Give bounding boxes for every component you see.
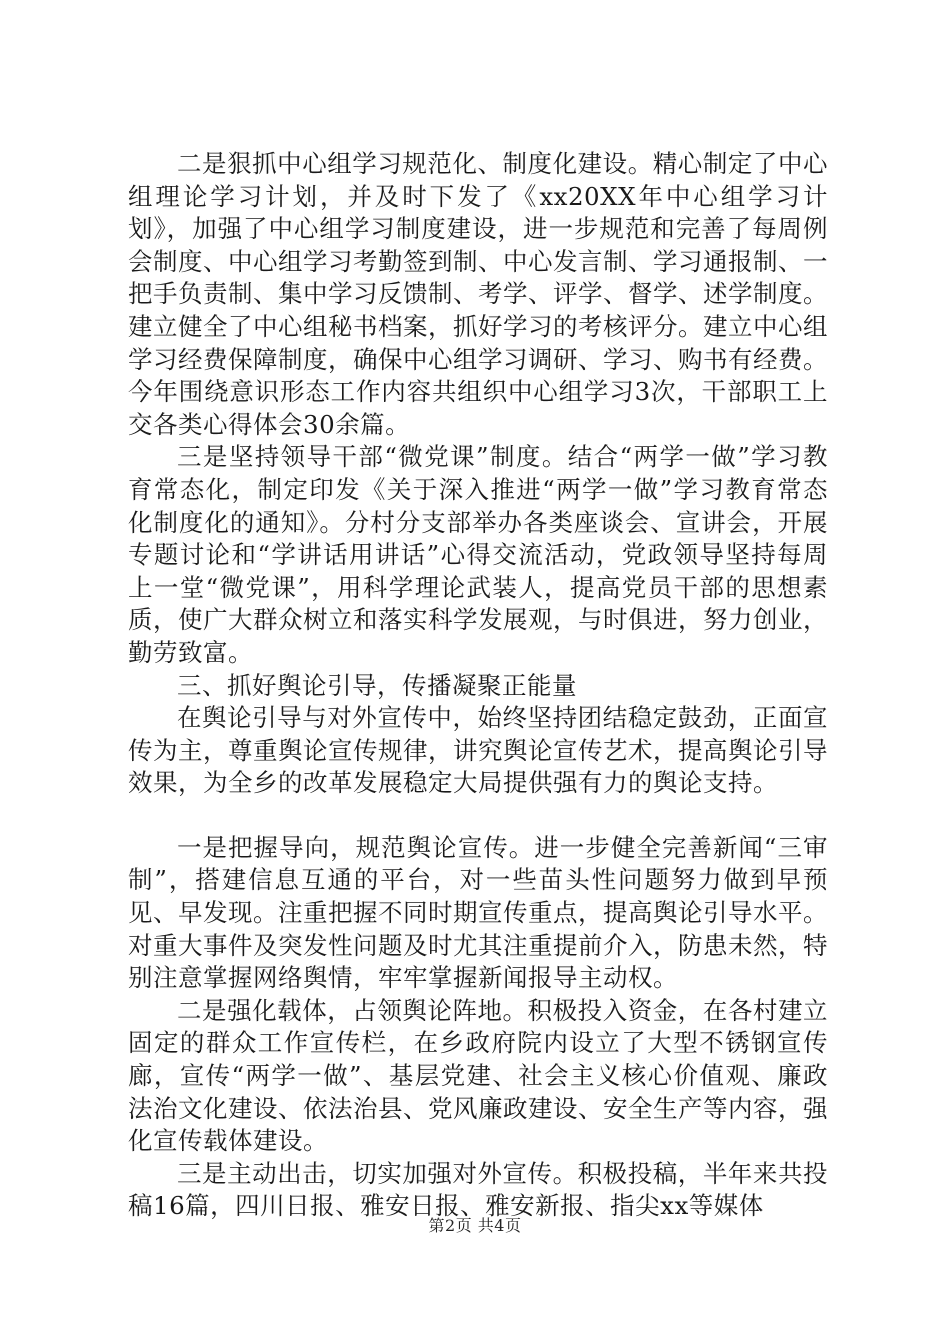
- paragraph-gap: [128, 800, 828, 832]
- paragraph-study-standardization: 二是狠抓中心组学习规范化、制度化建设。精心制定了中心组理论学习计划，并及时下发了《xx20XX年中心组学习计划》，加强了中心组学习制度建设，进一步规范和完善了每周例会制度、中心组学习考勤签到制、中心发言制、学习通报制、一把手负责制、集中学习反馈制、考学、评学、督学、述学制度。建立健全了中心组秘书档案，抓好学习的考核评分。建立中心组学习经费保障制度，确保中心组学习调研、学习、购书有经费。今年围绕意识形态工作内容共组织中心组学习3次，干部职工上交各类心得体会30余篇。: [128, 149, 828, 439]
- paragraph-micro-party-lesson: 三是坚持领导干部“微党课”制度。结合“两学一做”学习教育常态化，制定印发《关于深入推进“两学一做”学习教育常态化制度化的通知》。分村分支部举办各类座谈会、宣讲会，开展专题讨论和“学讲话用讲话”心得交流活动，党政领导坚持每周上一堂“微党课”，用科学理论武装人，提高党员干部的思想素质，使广大群众树立和落实科学发展观，与时俱进，努力创业，勤劳致富。: [128, 442, 828, 667]
- page-footer: 第2页 共4页: [428, 1216, 522, 1235]
- paragraph-external-publicity: 三是主动出击，切实加强对外宣传。积极投稿，半年来共投稿16篇，四川日报、雅安日报、雅安新报、指尖xx等媒体: [128, 1158, 828, 1221]
- section-heading-public-opinion: 三、抓好舆论引导，传播凝聚正能量: [177, 670, 577, 700]
- paragraph-strengthen-carrier: 二是强化载体，占领舆论阵地。积极投入资金，在各村建立固定的群众工作宣传栏，在乡政府院内设立了大型不锈钢宣传廊，宣传“两学一做”、基层党建、社会主义核心价值观、廉政法治文化建设、依法治县、党风廉政建设、安全生产等内容，强化宣传载体建设。: [128, 995, 828, 1156]
- document-body: [128, 148, 828, 1223]
- paragraph-grasp-orientation: 一是把握导向，规范舆论宣传。进一步健全完善新闻“三审制”，搭建信息互通的平台，对一些苗头性问题努力做到早预见、早发现。注重把握不同时期宣传重点，提高舆论引导水平。对重大事件及突发性问题及时尤其注重提前介入，防患未然，特别注意掌握网络舆情，牢牢掌握新闻报导主动权。: [128, 832, 828, 993]
- paragraph-opinion-guidance-intro: 在舆论引导与对外宣传中，始终坚持团结稳定鼓劲，正面宣传为主，尊重舆论宣传规律，讲究舆论宣传艺术，提高舆论引导效果，为全乡的改革发展稳定大局提供强有力的舆论支持。: [128, 703, 828, 798]
